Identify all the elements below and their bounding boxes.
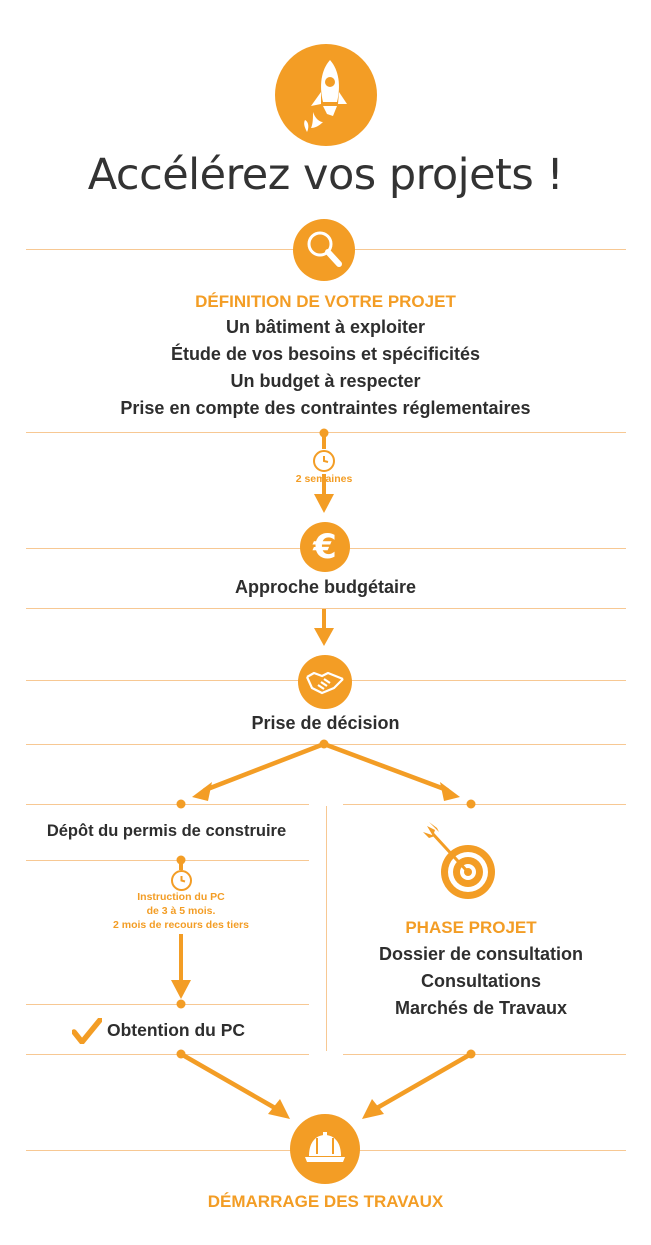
helmet-icon <box>290 1114 360 1184</box>
instruction-line: 2 mois de recours des tiers <box>113 919 249 931</box>
arrow-shaft <box>322 609 326 631</box>
checkmark-icon <box>72 1018 102 1044</box>
connector-dot <box>467 800 476 809</box>
definition-heading: DÉFINITION DE VOTRE PROJET <box>195 292 456 311</box>
arrow-head <box>314 494 334 513</box>
definition-line: Prise en compte des contraintes réglementaires <box>120 398 531 418</box>
permit-deposit-label: Dépôt du permis de construire <box>46 822 287 840</box>
definition-badge <box>293 219 355 281</box>
definition-line: Un bâtiment à exploiter <box>225 317 426 337</box>
arrow-shaft <box>179 860 183 870</box>
connector-dot <box>177 800 186 809</box>
arrow-shaft <box>322 433 326 449</box>
definition-line: Un budget à respecter <box>230 371 421 391</box>
arrow-head <box>362 1099 384 1119</box>
phase-line: Consultations <box>421 971 541 991</box>
instruction-line: Instruction du PC <box>137 891 225 903</box>
permit-obtained-label: Obtention du PC <box>107 1020 246 1040</box>
duration-label: 2 semaines <box>295 473 353 485</box>
budget-label: Approche budgétaire <box>234 577 417 597</box>
rocket-icon <box>275 44 377 146</box>
arrow-shaft <box>324 744 447 790</box>
page-title: Accélérez vos projets ! <box>87 150 564 200</box>
decision-label: Prise de décision <box>251 713 400 733</box>
phase-line: Dossier de consultation <box>378 944 584 964</box>
clock-icon <box>171 870 192 891</box>
arrow-shaft <box>377 1054 471 1108</box>
decision-badge <box>298 655 352 709</box>
clock-icon <box>313 450 335 472</box>
rocket-badge <box>275 44 377 146</box>
instruction-line: de 3 à 5 mois. <box>146 905 216 917</box>
phase-badge <box>415 818 505 908</box>
arrow-shaft <box>179 934 183 982</box>
arrow-shaft <box>181 1054 275 1108</box>
arrow-head <box>171 980 191 999</box>
arrow-head <box>192 782 212 801</box>
budget-badge <box>300 522 350 572</box>
euro-icon: € <box>313 527 337 567</box>
arrow-head <box>314 628 334 646</box>
connector-dot <box>177 1000 186 1009</box>
final-badge <box>290 1114 360 1184</box>
definition-line: Étude de vos besoins et spécificités <box>170 344 481 364</box>
phase-heading: PHASE PROJET <box>405 918 537 937</box>
arrow-head <box>440 782 460 801</box>
magnifier-icon <box>293 219 355 281</box>
phase-line: Marchés de Travaux <box>394 998 568 1018</box>
arrow-head <box>268 1099 290 1119</box>
final-label: DÉMARRAGE DES TRAVAUX <box>207 1192 444 1211</box>
target-icon <box>415 818 505 908</box>
handshake-icon <box>298 655 352 709</box>
arrow-shaft <box>205 744 324 790</box>
